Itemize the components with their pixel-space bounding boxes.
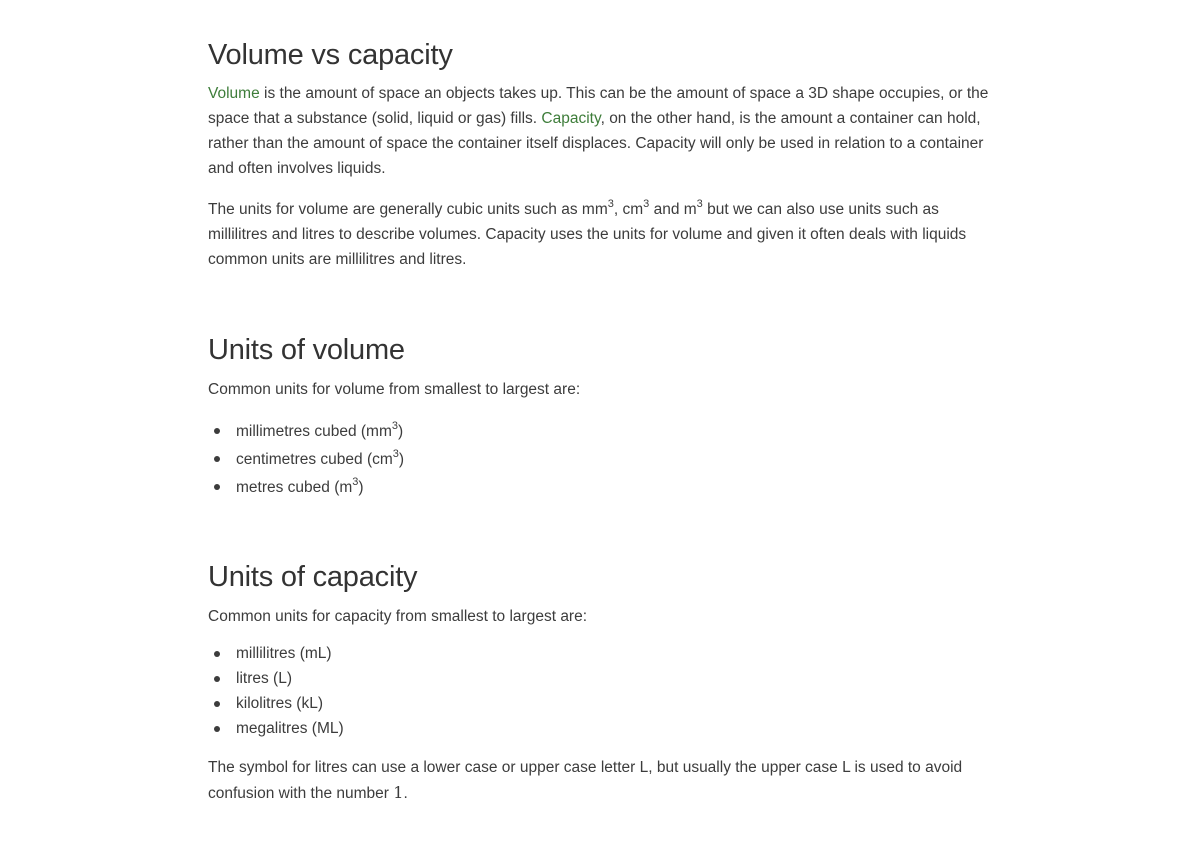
link-capacity[interactable]: Capacity: [541, 110, 601, 127]
list-item: [208, 418, 404, 446]
list-item: [208, 641, 344, 666]
text-segment: , cm: [613, 201, 644, 218]
list-item-text: metres cubed (m: [236, 479, 353, 496]
superscript: 3: [696, 198, 703, 210]
paragraph-litre-symbol-note: [208, 755, 998, 806]
paragraph-volume-intro: Common units for volume from smallest to largest are:: [208, 381, 581, 398]
list-item-text: millilitres (mL): [236, 645, 332, 662]
text-segment: and m: [649, 201, 697, 218]
list-item: [208, 446, 404, 474]
list-item-close: ): [358, 479, 364, 496]
heading-units-of-volume: Units of volume: [208, 334, 405, 366]
text-segment: is the amount of space an objects takes up. This can be the amount of space a 3D shape occupies, or the space that a substance (solid, liquid or gas) fills.: [208, 85, 989, 127]
bullet-icon: [214, 651, 220, 657]
list-item: [208, 691, 344, 716]
superscript: 3: [607, 198, 614, 210]
heading-units-of-capacity: Units of capacity: [208, 561, 418, 593]
list-item-text: millimetres cubed (mm: [236, 423, 392, 440]
bullet-icon: [214, 701, 220, 707]
text-segment: but we can also use units such as millilitres and litres to describe volumes. Capacity uses the units for volume and given it often deals with liquids common units are millilitres and litres.: [208, 201, 967, 268]
list-item-text: kilolitres (kL): [236, 695, 323, 712]
paragraph-capacity-intro: Common units for capacity from smallest to largest are:: [208, 608, 588, 625]
link-volume[interactable]: Volume: [208, 85, 260, 102]
superscript: 3: [352, 476, 359, 488]
text-segment: The symbol for litres can use a lower case or upper case letter L, but usually the upper case L is used to avoid confusion with the number: [208, 759, 963, 802]
list-volume-units: [208, 418, 404, 502]
bullet-icon: [214, 428, 220, 434]
list-item: [208, 716, 344, 741]
list-item-text: litres (L): [236, 670, 292, 687]
list-item: [208, 474, 404, 502]
math-number: 1: [393, 783, 404, 802]
superscript: 3: [643, 198, 650, 210]
list-capacity-units: [208, 641, 344, 741]
list-item: [208, 666, 344, 691]
bullet-icon: [214, 676, 220, 682]
list-item-text: megalitres (ML): [236, 720, 344, 737]
list-item-close: ): [398, 451, 405, 468]
heading-volume-vs-capacity: Volume vs capacity: [208, 39, 453, 71]
list-item-text: centimetres cubed (cm: [236, 451, 393, 468]
list-item-close: ): [398, 423, 404, 440]
bullet-icon: [214, 456, 220, 462]
superscript: 3: [391, 420, 399, 432]
paragraph-volume-definition: [208, 81, 998, 181]
paragraph-volume-units: [208, 197, 998, 272]
text-segment: , on the other hand, is the amount a container can hold, rather than the amount of space the container itself displaces. Capacity will only be used in relation to a container and often involves liquids.: [208, 110, 984, 177]
superscript: 3: [392, 448, 399, 460]
bullet-icon: [214, 484, 220, 490]
text-segment: .: [403, 785, 408, 802]
bullet-icon: [214, 726, 220, 732]
text-segment: The units for volume are generally cubic units such as mm: [208, 201, 608, 218]
